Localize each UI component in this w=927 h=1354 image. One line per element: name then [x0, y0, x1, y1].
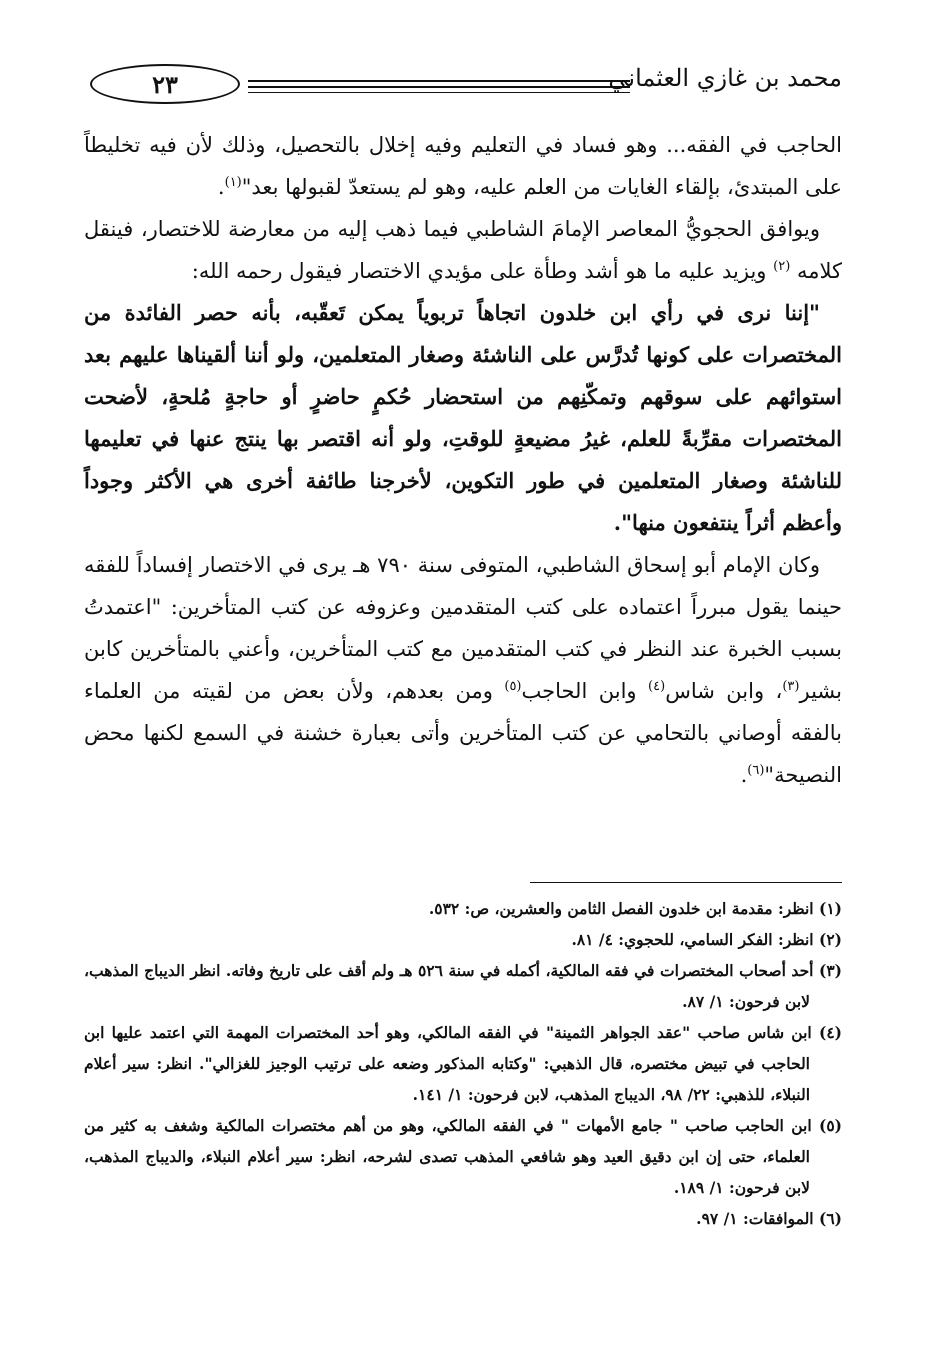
paragraph-text: ويوافق الحجويُّ المعاصر الإمامَ الشاطبي فيما ذهب إليه من معارضة للاختصار، فينقل كلامه	[84, 217, 842, 283]
quote-text: "إننا نرى في رأي ابن خلدون اتجاهاً تربوياً يمكن تَعقّبه، بأنه حصر الفائدة من المختصرات على كونها تُدرَّس على الناشئة وصغار المتعلمين، ولو أننا ألقيناها عليهم بعد استوائهم على سوقهم وتمكّنِهم من استحضار حُكمٍ حاضرٍ أو حاجةٍ مُلحةٍ، لأضحت المختصرات مقرِّبةً للعلم، غيرُ مضيعةٍ للوقتِ، ولو أنه اقتصر بها ينتج عنها في تعليمها للناشئة وصغار المتعلمين في طور التكوين، لأخرجنا طائفة أخرى هي الأكثر وجوداً وأعظم أثراً ينتفعون منها".	[84, 300, 842, 535]
paragraph-tail: .	[217, 175, 225, 199]
paragraph-text: وكان الإمام أبو إسحاق الشاطبي، المتوفى سنة ٧٩٠ هـ يرى في الاختصار إفساداً للفقه حينما يقول مبرراً اعتماده على كتب المتقدمين وعزوفه عن كتب المتأخرين: "اعتمدتُ بسبب الخبرة عند النظر في كتب المتقدمين مع كتب المتأخرين، وأعني بالمتأخرين كابن بشير	[84, 553, 842, 703]
paragraph-text: ومن بعدهم، ولأن بعض من لقيته من العلماء بالفقه أوصاني بالتحامي عن كتب المتأخرين وأتى بعبارة خشنة في السمع لكنها محض النصيحة"	[84, 679, 842, 787]
footnotes	[84, 893, 842, 1234]
footnote-6: (٦) الموافقات: ١/ ٩٧.	[696, 1209, 842, 1228]
footnote-marker: (٦)	[747, 763, 765, 778]
header-rule	[248, 86, 630, 88]
paragraph-1	[84, 124, 842, 208]
footnote-2: (٢) انظر: الفكر السامي، للحجوي: ٤/ ٨١.	[571, 930, 842, 949]
paragraph-text: ، وابن شاس	[665, 679, 783, 703]
footnote-1: (١) انظر: مقدمة ابن خلدون الفصل الثامن والعشرين، ص: ٥٣٢.	[428, 899, 842, 918]
running-title: محمد بن غازي العثماني	[608, 64, 842, 92]
paragraph-tail: ويزيد عليه ما هو أشد وطأة على مؤيدي الاختصار فيقول رحمه الله:	[191, 259, 774, 283]
paragraph-2	[84, 208, 842, 292]
paragraph-text: وابن الحاجب	[521, 679, 649, 703]
footnote-marker: (٤)	[648, 679, 666, 694]
footnote-separator	[530, 882, 842, 883]
paragraph-text: الحاجب في الفقه... وهو فساد في التعليم وفيه إخلال بالتحصيل، وذلك لأن فيه تخليطاً على المبتدئ، بإلقاء الغايات من العلم عليه، وهو لم يستعدّ لقبولها بعد"	[84, 133, 842, 199]
footnote-5: (٥) ابن الحاجب صاحب " جامع الأمهات " في الفقه المالكي، وهو من أهم مختصرات المالكية وشغف به كثير من العلماء، حتى إن ابن دقيق العيد وهو شافعي المذهب تصدى لشرحه، انظر: سير أعلام النبلاء، والديباج المذهب، لابن فرحون: ١/ ١٨٩.	[84, 1116, 842, 1197]
footnote-4: (٤) ابن شاس صاحب "عقد الجواهر الثمينة" في الفقه المالكي، وهو أحد المختصرات المهمة التي اعتمد عليها ابن الحاجب في تبيض مختصره، قال الذهبي: "وكتابه المذكور وضعه على ترتيب الوجيز للغزالي". انظر: سير أعلام النبلاء، للذهبي: ٢٢/ ٩٨، الديباج المذهب، لابن فرحون: ١/ ١٤١.	[84, 1023, 842, 1104]
paragraph-tail: .	[740, 763, 748, 787]
footnote-marker: (١)	[224, 175, 242, 190]
footnote-marker: (٢)	[773, 259, 791, 274]
quoted-paragraph	[84, 292, 842, 544]
body-text	[84, 124, 842, 796]
paragraph-4	[84, 544, 842, 796]
header-rule	[248, 92, 630, 93]
footnote-marker: (٣)	[782, 679, 800, 694]
page-number	[90, 64, 240, 104]
page-header	[84, 60, 842, 114]
footnote-marker: (٥)	[504, 679, 522, 694]
footnote-3: (٣) أحد أصحاب المختصرات في فقه المالكية، أكمله في سنة ٥٢٦ هـ ولم أقف على تاريخ وفاته. انظر الديباج المذهب، لابن فرحون: ١/ ٨٧.	[84, 961, 843, 1011]
page-number-text: ٢٣	[152, 69, 178, 99]
header-rule	[248, 80, 630, 82]
